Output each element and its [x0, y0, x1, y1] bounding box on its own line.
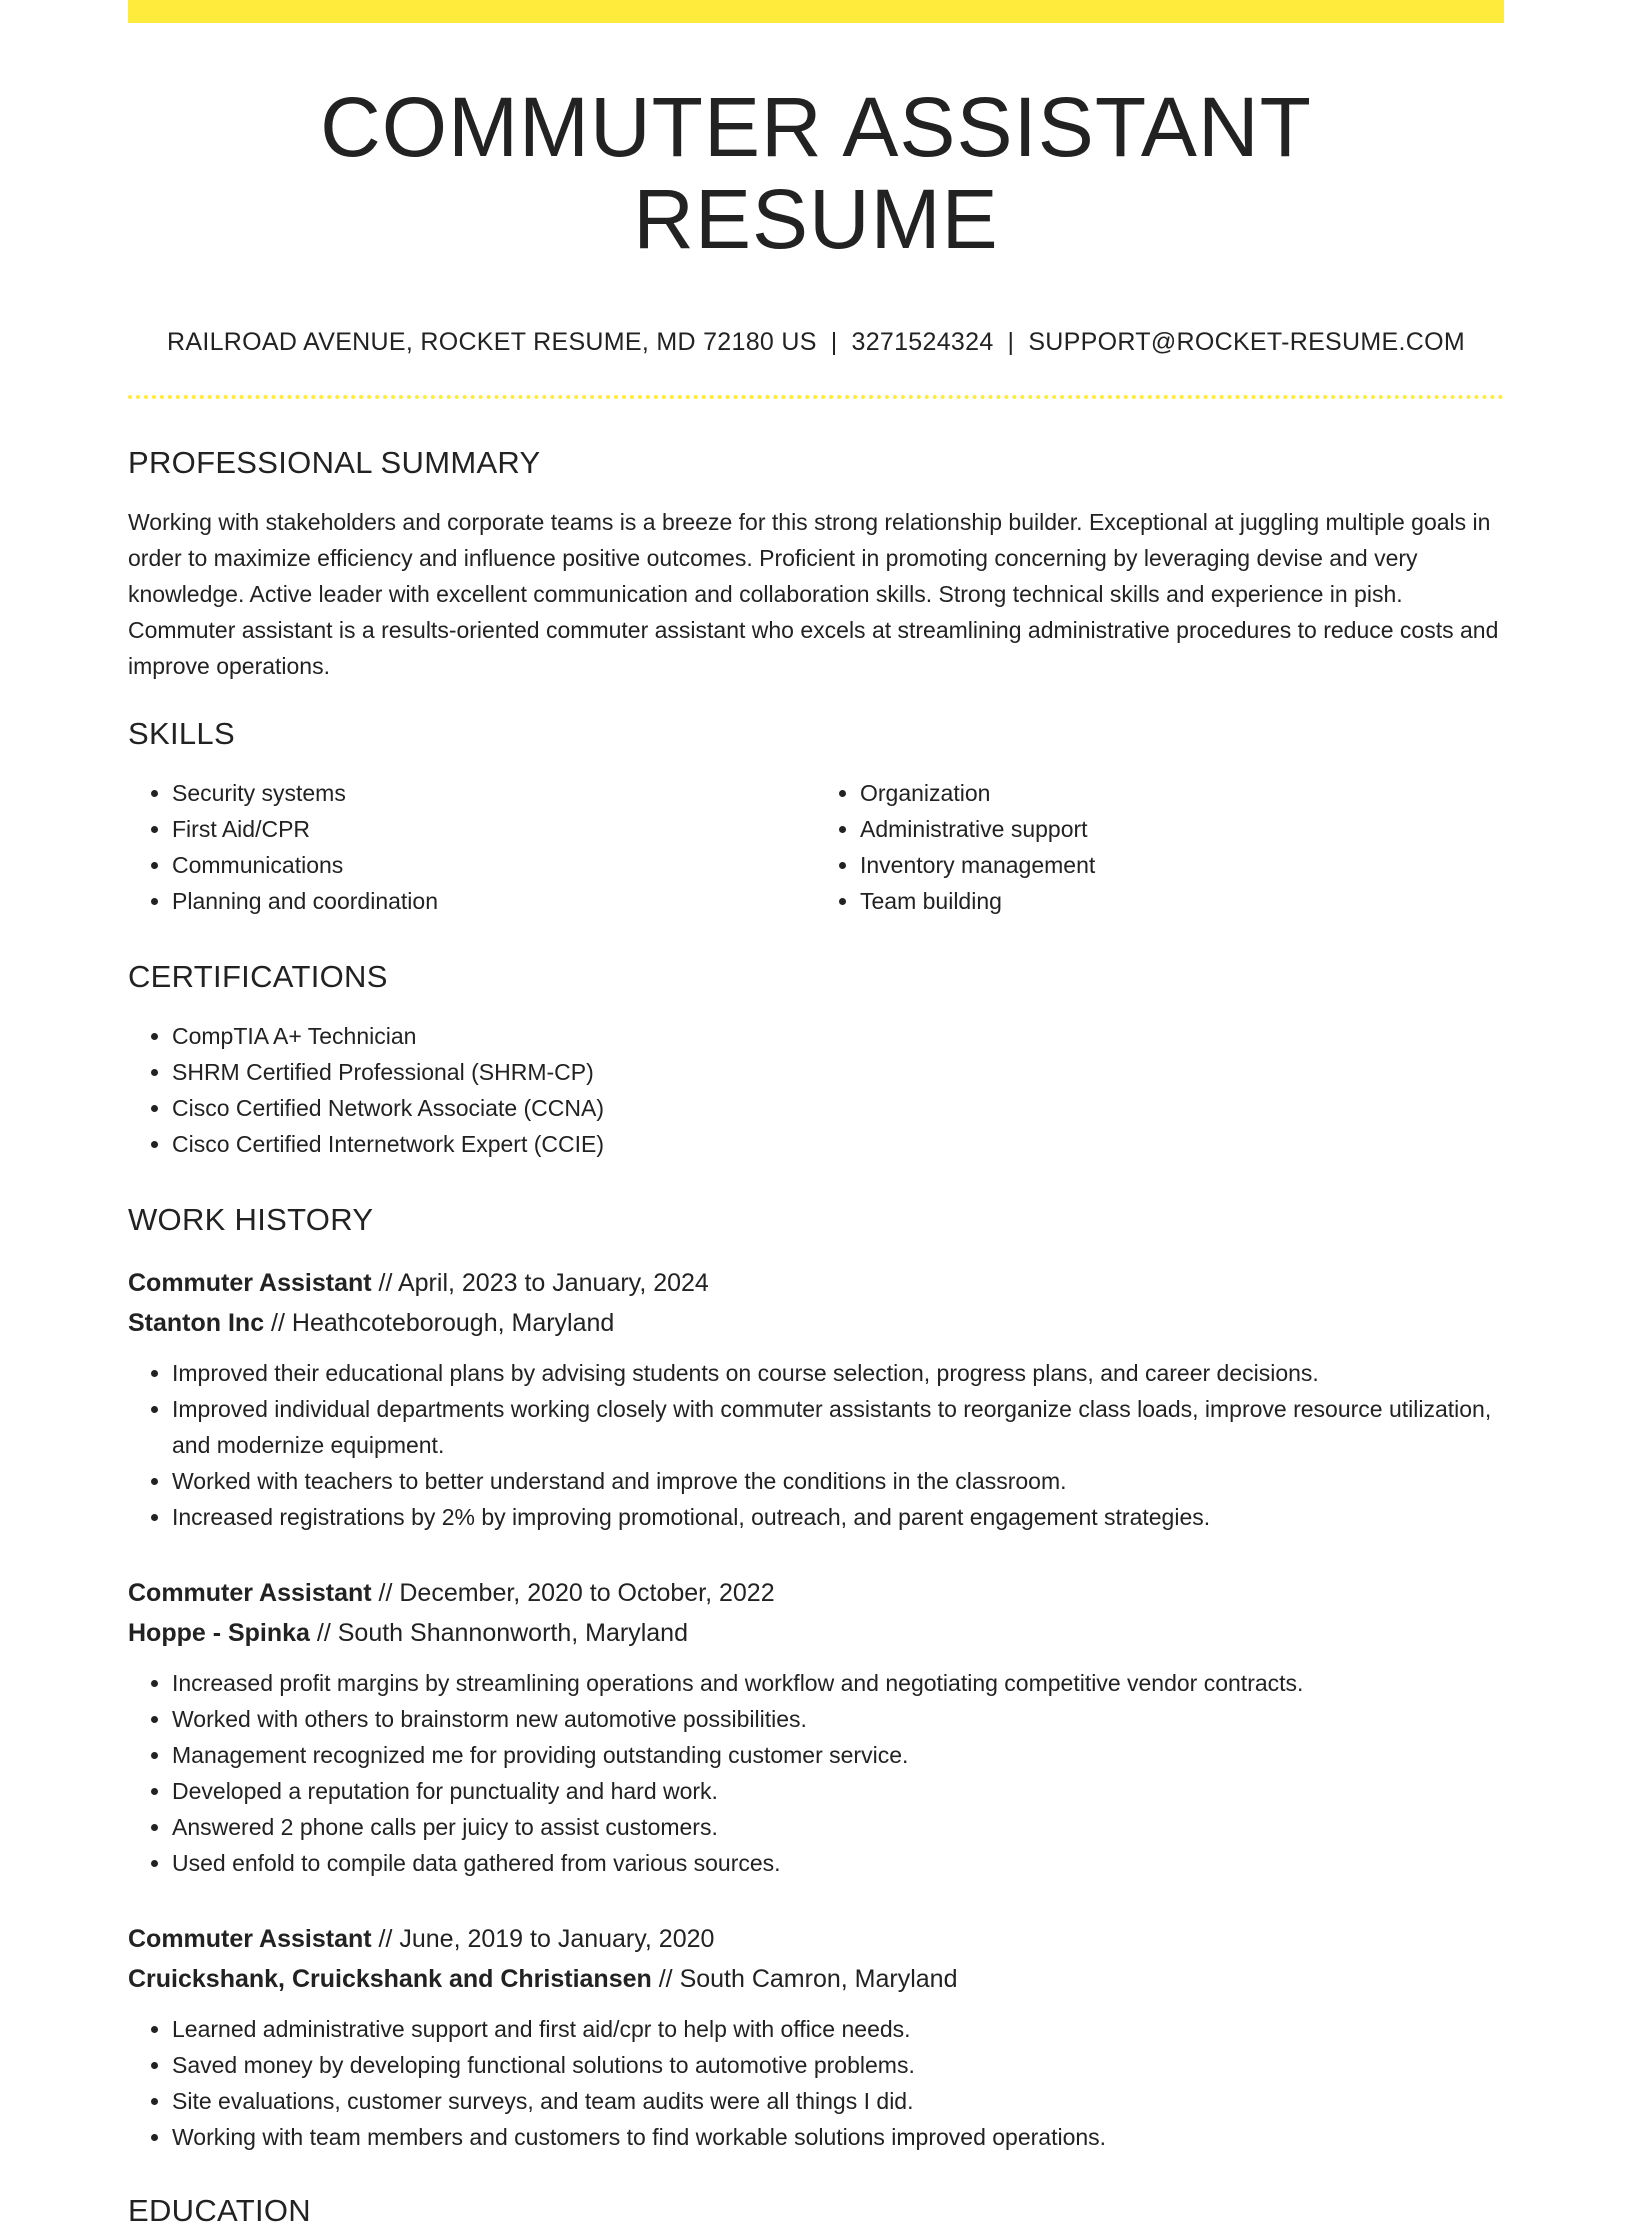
job-role-line: [128, 1919, 1504, 1959]
job-dates: // April, 2023 to January, 2024: [371, 1268, 709, 1297]
job-bullet: • Increased registrations by 2% by improving promotional, outreach, and parent engagement strategies.: [172, 1499, 1504, 1535]
job-company: Hoppe - Spinka: [128, 1618, 310, 1647]
job-bullets: [128, 2011, 1504, 2155]
job-bullets: [128, 1665, 1504, 1881]
contact-line: [128, 327, 1504, 356]
contact-email: SUPPORT@ROCKET-RESUME.COM: [1028, 327, 1465, 356]
job-bullets: [128, 1355, 1504, 1535]
resume-page: [128, 0, 1504, 2226]
job-bullet: • Improved individual departments working closely with commuter assistants to reorganize class loads, improve resource utilization, and modernize equipment.: [172, 1391, 1504, 1463]
skill-item: • First Aid/CPR: [172, 811, 816, 847]
job-dates: // June, 2019 to January, 2020: [371, 1924, 715, 1953]
job-role: Commuter Assistant: [128, 1578, 372, 1607]
skill-item: • Inventory management: [860, 847, 1504, 883]
job-company: Cruickshank, Cruickshank and Christiansen: [128, 1964, 652, 1993]
job-bullet: • Answered 2 phone calls per juicy to assist customers.: [172, 1809, 1504, 1845]
summary-text: Working with stakeholders and corporate teams is a breeze for this strong relationship builder. Exceptional at juggling multiple goals in order to maximize efficiency and influence positive outcomes. Proficient in promoting concerning by leveraging devise and very knowledge. Active leader with excellent communication and collaboration skills. Strong technical skills and experience in pish. Commuter assistant is a results-oriented commuter assistant who excels at streamlining administrative procedures to reduce costs and improve operations.: [128, 508, 1499, 679]
job-location: // South Camron, Maryland: [651, 1964, 958, 1993]
job-role-line: [128, 1573, 1504, 1613]
skill-item: • Communications: [172, 847, 816, 883]
job-location: // Heathcoteborough, Maryland: [264, 1308, 615, 1337]
work-history-heading: WORK HISTORY: [128, 1201, 374, 1237]
header-divider: [128, 395, 1504, 399]
resume-title: COMMUTER ASSISTANT RESUME: [320, 80, 1312, 267]
job-bullet: • Used enfold to compile data gathered from various sources.: [172, 1845, 1504, 1881]
skill-item: • Security systems: [172, 775, 816, 811]
job-entry: [128, 1573, 1504, 1881]
certifications-heading: CERTIFICATIONS: [128, 958, 388, 994]
top-accent-bar: [128, 0, 1504, 23]
skills-heading: SKILLS: [128, 715, 235, 751]
job-company: Stanton Inc: [128, 1308, 265, 1337]
skills-grid: [128, 775, 1504, 919]
job-company-line: [128, 1959, 1504, 1999]
certification-item: • Cisco Certified Network Associate (CCNA): [172, 1090, 1504, 1126]
skill-item: • Team building: [860, 883, 1504, 919]
job-entry: [128, 1263, 1504, 1535]
education-heading: EDUCATION: [128, 2192, 311, 2228]
job-bullet: • Working with team members and customers to find workable solutions improved operations.: [172, 2119, 1504, 2155]
job-bullet: • Increased profit margins by streamlining operations and workflow and negotiating competitive vendor contracts.: [172, 1665, 1504, 1701]
contact-separator: |: [830, 327, 838, 356]
skills-list-left: [128, 775, 816, 919]
job-company-line: [128, 1613, 1504, 1653]
job-bullet: • Worked with others to brainstorm new automotive possibilities.: [172, 1701, 1504, 1737]
job-role-line: [128, 1263, 1504, 1303]
skill-item: • Administrative support: [860, 811, 1504, 847]
job-bullet: • Learned administrative support and first aid/cpr to help with office needs.: [172, 2011, 1504, 2047]
job-location: // South Shannonworth, Maryland: [309, 1618, 688, 1647]
job-bullet: • Site evaluations, customer surveys, and team audits were all things I did.: [172, 2083, 1504, 2119]
job-bullet: • Worked with teachers to better understand and improve the conditions in the classroom.: [172, 1463, 1504, 1499]
job-company-line: [128, 1303, 1504, 1343]
certification-item: • CompTIA A+ Technician: [172, 1018, 1504, 1054]
certification-item: • SHRM Certified Professional (SHRM-CP): [172, 1054, 1504, 1090]
certifications-list: [128, 1018, 1504, 1162]
job-entry: [128, 1919, 1504, 2155]
contact-phone: 3271524324: [851, 327, 994, 356]
contact-separator: |: [1007, 327, 1015, 356]
job-role: Commuter Assistant: [128, 1924, 372, 1953]
job-bullet: • Developed a reputation for punctuality and hard work.: [172, 1773, 1504, 1809]
contact-address: RAILROAD AVENUE, ROCKET RESUME, MD 72180 US: [167, 327, 817, 356]
job-bullet: • Management recognized me for providing outstanding customer service.: [172, 1737, 1504, 1773]
skill-item: • Planning and coordination: [172, 883, 816, 919]
job-bullet: • Saved money by developing functional solutions to automotive problems.: [172, 2047, 1504, 2083]
job-dates: // December, 2020 to October, 2022: [371, 1578, 775, 1607]
summary-heading: PROFESSIONAL SUMMARY: [128, 444, 541, 480]
job-bullet: • Improved their educational plans by advising students on course selection, progress plans, and career decisions.: [172, 1355, 1504, 1391]
skills-list-right: [816, 775, 1504, 919]
job-role: Commuter Assistant: [128, 1268, 372, 1297]
skill-item: • Organization: [860, 775, 1504, 811]
certification-item: • Cisco Certified Internetwork Expert (CCIE): [172, 1126, 1504, 1162]
